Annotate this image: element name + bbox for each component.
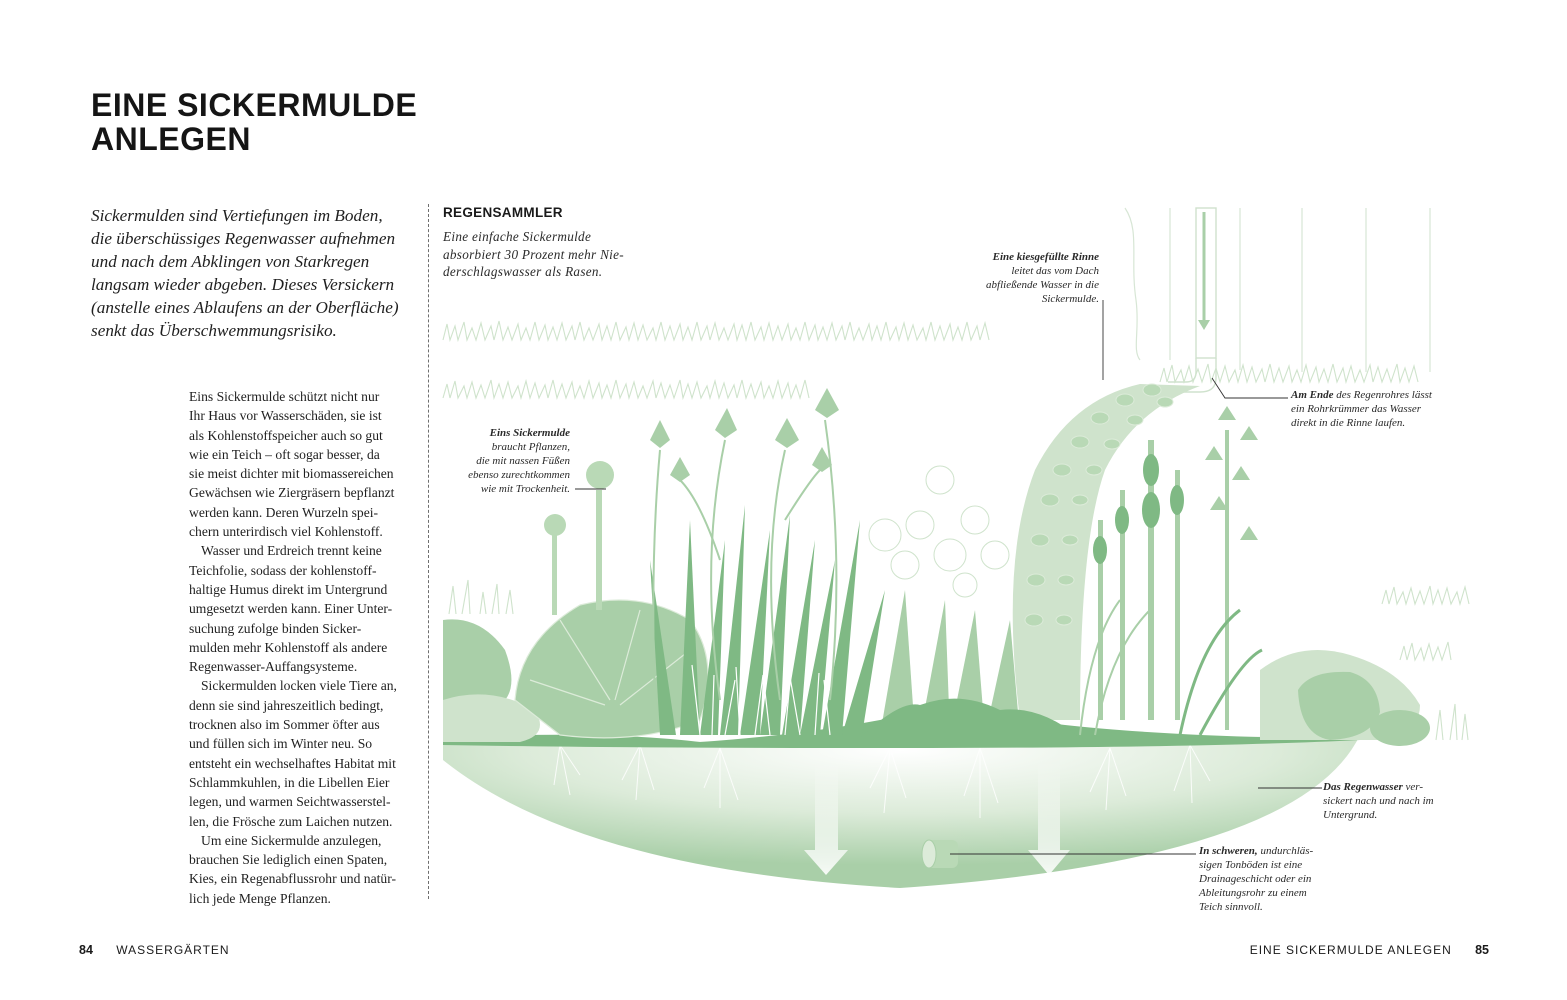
- body-line: wie ein Teich – oft sogar besser, da: [189, 446, 380, 462]
- body-line: Teichfolie, sodass der kohlenstoff-: [189, 562, 377, 578]
- body-line: mulden mehr Kohlenstoff als andere: [189, 639, 388, 655]
- section-subtitle-line: derschlagswasser als Rasen.: [443, 264, 603, 279]
- body-line: Wasser und Erdreich trennt keine: [201, 543, 382, 559]
- intro-line: die überschüssiges Regenwasser aufnehmen: [91, 229, 396, 248]
- annotation-rinne: [944, 250, 1099, 306]
- annotation-schwer-line: Teich sinnvoll.: [1199, 901, 1263, 913]
- annotation-regenwasser-rest: ver-: [1402, 781, 1424, 793]
- body-line: umgesetzt werden kann. Einer Unter-: [189, 601, 393, 617]
- plants: [515, 388, 1262, 738]
- annotation-rohr: [1291, 388, 1432, 430]
- page-number-left: 84: [79, 943, 93, 957]
- annotation-schwer-bold: In schweren,: [1199, 845, 1258, 857]
- annotation-rohr-line: ein Rohrkrümmer das Wasser: [1291, 403, 1422, 415]
- page-number-right: 85: [1475, 943, 1489, 957]
- annotation-schwer-line: Drainageschicht oder ein: [1199, 873, 1312, 885]
- intro-line: langsam wieder abgeben. Dieses Versickern: [91, 275, 395, 294]
- annotation-schwer-rest: undurchläs-: [1257, 845, 1314, 857]
- running-head-left: WASSERGÄRTEN: [116, 943, 230, 957]
- section-subtitle-line: Eine einfache Sickermulde: [443, 229, 592, 244]
- body-line: und füllen sich im Winter neu. So: [189, 736, 373, 752]
- body-line: haltige Humus direkt im Untergrund: [189, 581, 388, 597]
- body-line: len, die Frösche zum Laichen nutzen.: [189, 813, 393, 829]
- annotation-pflanzen-line: ebenso zurechtkommen: [468, 469, 570, 481]
- body-line: Regenwasser-Auffangsysteme.: [189, 659, 358, 675]
- body-line: brauchen Sie lediglich einen Spaten,: [189, 852, 388, 868]
- annotation-pflanzen: [440, 426, 570, 496]
- body-line: sie meist dichter mit biomassereichen: [189, 466, 394, 482]
- annotation-regenwasser-line: sickert nach und nach im: [1323, 795, 1434, 807]
- body-line: denn sie sind jahreszeitlich bedingt,: [189, 697, 384, 713]
- running-head-right: EINE SICKERMULDE ANLEGEN: [1249, 943, 1452, 957]
- intro-line: Sickermulden sind Vertiefungen im Boden,: [91, 206, 383, 225]
- body-line: als Kohlenstoffspeicher auch so gut: [189, 427, 383, 443]
- body-line: Schlammkuhlen, in die Libellen Eier: [189, 774, 390, 790]
- house-wall: [1125, 208, 1430, 372]
- annotation-rinne-line: leitet das vom Dach: [1011, 265, 1099, 277]
- body-line: suchung zufolge binden Sicker-: [189, 620, 362, 636]
- downpipe: [1168, 208, 1216, 392]
- body-line: Ihr Haus vor Wasserschäden, sie ist: [189, 408, 382, 424]
- title-line-1: EINE SICKERMULDE: [91, 87, 418, 123]
- body-line: trocknen also im Sommer öfter aus: [189, 717, 380, 733]
- body-line: Gewächsen wie Ziergräsern bepflanzt: [189, 485, 395, 501]
- body-line: chern unterirdisch viel Kohlenstoff.: [189, 524, 383, 540]
- intro-line: und nach dem Abklingen von Starkregen: [91, 252, 370, 271]
- annotation-regenwasser-bold: Das Regenwasser: [1323, 781, 1403, 793]
- intro-line: senkt das Überschwemmungsrisiko.: [91, 321, 337, 340]
- body-line: lich jede Menge Pflanzen.: [189, 890, 331, 906]
- annotation-rinne-line: abfließende Wasser in die: [986, 279, 1099, 291]
- annotation-regenwasser: [1323, 780, 1434, 822]
- body-line: Kies, ein Regenabflussrohr und natür-: [189, 871, 396, 887]
- annotation-pflanzen-bold: Eins Sickermulde: [489, 427, 570, 439]
- annotation-schwer-line: Ableitungsrohr zu einem: [1199, 887, 1307, 899]
- body-line: Um eine Sickermulde anzulegen,: [201, 832, 382, 848]
- annotation-rohr-bold: Am Ende: [1291, 389, 1334, 401]
- section-subtitle-line: absorbiert 30 Prozent mehr Nie-: [443, 246, 624, 262]
- annotation-rinne-line: Sickermulde.: [1041, 293, 1099, 305]
- annotation-rohr-rest: des Regenrohres lässt: [1333, 389, 1432, 401]
- body-line: werden kann. Deren Wurzeln spei-: [189, 504, 379, 520]
- body-line: legen, und warmen Seichtwasserstel-: [189, 794, 391, 810]
- annotation-pflanzen-line: braucht Pflanzen,: [491, 441, 570, 453]
- footer-left: [79, 943, 230, 957]
- footer-right: [1250, 943, 1489, 957]
- title-line-2: ANLEGEN: [91, 121, 251, 157]
- annotation-schwer-line: sigen Tonböden ist eine: [1199, 859, 1303, 871]
- intro-line: (anstelle eines Ablaufens an der Oberfläche): [91, 298, 399, 317]
- annotation-rohr-line: direkt in die Rinne laufen.: [1291, 417, 1406, 429]
- section-title: REGENSAMMLER: [443, 205, 563, 220]
- annotation-rinne-bold: Eine kiesgefüllte Rinne: [992, 251, 1099, 263]
- annotation-schwer: [1199, 844, 1313, 914]
- body-line: entsteht ein wechselhaftes Habitat mit: [189, 755, 396, 771]
- annotation-regenwasser-line: Untergrund.: [1323, 809, 1378, 821]
- annotation-pflanzen-line: die mit nassen Füßen: [476, 455, 570, 467]
- body-line: Sickermulden locken viele Tiere an,: [201, 678, 397, 694]
- annotation-pflanzen-line: wie mit Trockenheit.: [480, 483, 570, 495]
- body-line: Eins Sickermulde schützt nicht nur: [189, 389, 380, 404]
